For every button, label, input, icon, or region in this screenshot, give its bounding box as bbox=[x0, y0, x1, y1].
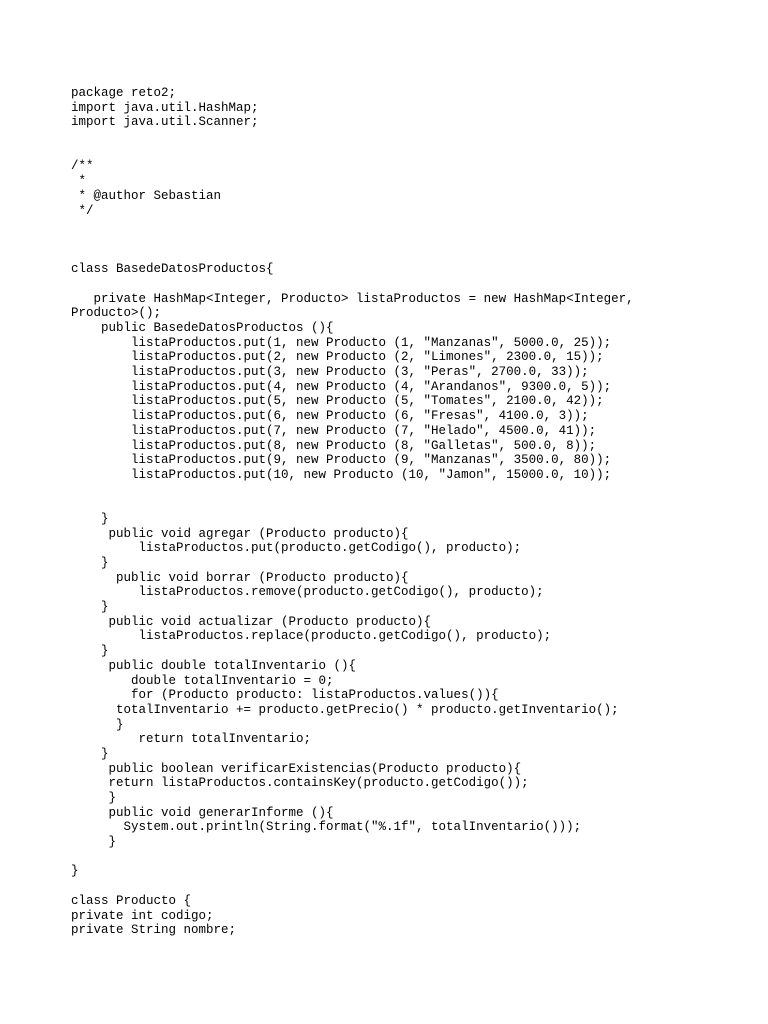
code-line: for (Producto producto: listaProductos.values()){ bbox=[71, 688, 499, 703]
code-line: class Producto { bbox=[71, 893, 192, 908]
code-line: listaProductos.put(producto.getCodigo(), producto); bbox=[71, 541, 522, 556]
code-line: listaProductos.put(3, new Producto (3, "Peras", 2700.0, 33)); bbox=[71, 365, 589, 380]
code-line: } bbox=[71, 644, 109, 659]
code-line: } bbox=[71, 835, 117, 850]
code-line: listaProductos.put(2, new Producto (2, "Limones", 2300.0, 15)); bbox=[71, 350, 604, 365]
code-line: public boolean verificarExistencias(Producto producto){ bbox=[71, 761, 522, 776]
code-line: } bbox=[71, 717, 124, 732]
code-line: public double totalInventario (){ bbox=[71, 658, 357, 673]
code-line: } bbox=[71, 791, 117, 805]
code-line bbox=[71, 248, 751, 263]
code-listing bbox=[71, 86, 751, 938]
code-line: public void actualizar (Producto producto){ bbox=[71, 614, 432, 629]
code-line: public void agregar (Producto producto){ bbox=[71, 526, 409, 541]
code-line bbox=[71, 145, 751, 160]
code-line: } bbox=[71, 556, 109, 570]
code-line: public BasedeDatosProductos (){ bbox=[71, 321, 334, 335]
code-line bbox=[71, 483, 751, 498]
code-line bbox=[71, 879, 751, 894]
code-line: private String nombre; bbox=[71, 923, 237, 938]
code-line: } bbox=[71, 864, 79, 879]
code-line: private int codigo; bbox=[71, 908, 214, 923]
code-line: listaProductos.replace(producto.getCodigo(), producto); bbox=[71, 629, 552, 644]
code-line: * @author Sebastian bbox=[71, 188, 222, 203]
code-line: System.out.println(String.format("%.1f", totalInventario())); bbox=[71, 820, 582, 835]
code-line: } bbox=[71, 746, 109, 761]
code-line: class BasedeDatosProductos{ bbox=[71, 262, 274, 277]
code-line: totalInventario += producto.getPrecio() * producto.getInventario(); bbox=[71, 702, 619, 717]
code-line: } bbox=[71, 511, 109, 526]
code-line: double totalInventario = 0; bbox=[71, 673, 334, 688]
code-line: /** bbox=[71, 159, 94, 174]
code-line bbox=[71, 218, 751, 233]
code-line: * bbox=[71, 174, 87, 189]
code-line bbox=[71, 277, 751, 292]
code-line: import java.util.HashMap; bbox=[71, 100, 259, 115]
code-line bbox=[71, 850, 751, 865]
code-line: package reto2; bbox=[71, 86, 177, 100]
code-line: listaProductos.put(7, new Producto (7, "Helado", 4500.0, 41)); bbox=[71, 423, 597, 438]
code-line bbox=[71, 497, 751, 512]
code-line: import java.util.Scanner; bbox=[71, 115, 259, 130]
code-line bbox=[71, 130, 751, 145]
code-line: return totalInventario; bbox=[71, 732, 312, 747]
code-line: public void borrar (Producto producto){ bbox=[71, 570, 409, 585]
code-line: listaProductos.put(10, new Producto (10, "Jamon", 15000.0, 10)); bbox=[71, 467, 612, 482]
code-line: return listaProductos.containsKey(producto.getCodigo()); bbox=[71, 776, 529, 791]
code-line: listaProductos.remove(producto.getCodigo(), producto); bbox=[71, 585, 544, 600]
code-line: public void generarInforme (){ bbox=[71, 805, 334, 820]
code-line bbox=[71, 233, 751, 248]
code-line: listaProductos.put(5, new Producto (5, "Tomates", 2100.0, 42)); bbox=[71, 394, 604, 409]
code-line: listaProductos.put(9, new Producto (9, "Manzanas", 3500.0, 80)); bbox=[71, 453, 612, 468]
code-line: listaProductos.put(1, new Producto (1, "Manzanas", 5000.0, 25)); bbox=[71, 335, 612, 350]
code-line: listaProductos.put(8, new Producto (8, "Galletas", 500.0, 8)); bbox=[71, 438, 597, 453]
code-line: */ bbox=[71, 203, 94, 218]
code-line: listaProductos.put(6, new Producto (6, "Fresas", 4100.0, 3)); bbox=[71, 409, 589, 424]
code-line: Producto>(); bbox=[71, 306, 162, 321]
code-line: private HashMap<Integer, Producto> listaProductos = new HashMap<Integer, bbox=[71, 291, 634, 306]
code-line: } bbox=[71, 600, 109, 615]
code-line: listaProductos.put(4, new Producto (4, "Arandanos", 9300.0, 5)); bbox=[71, 379, 612, 394]
